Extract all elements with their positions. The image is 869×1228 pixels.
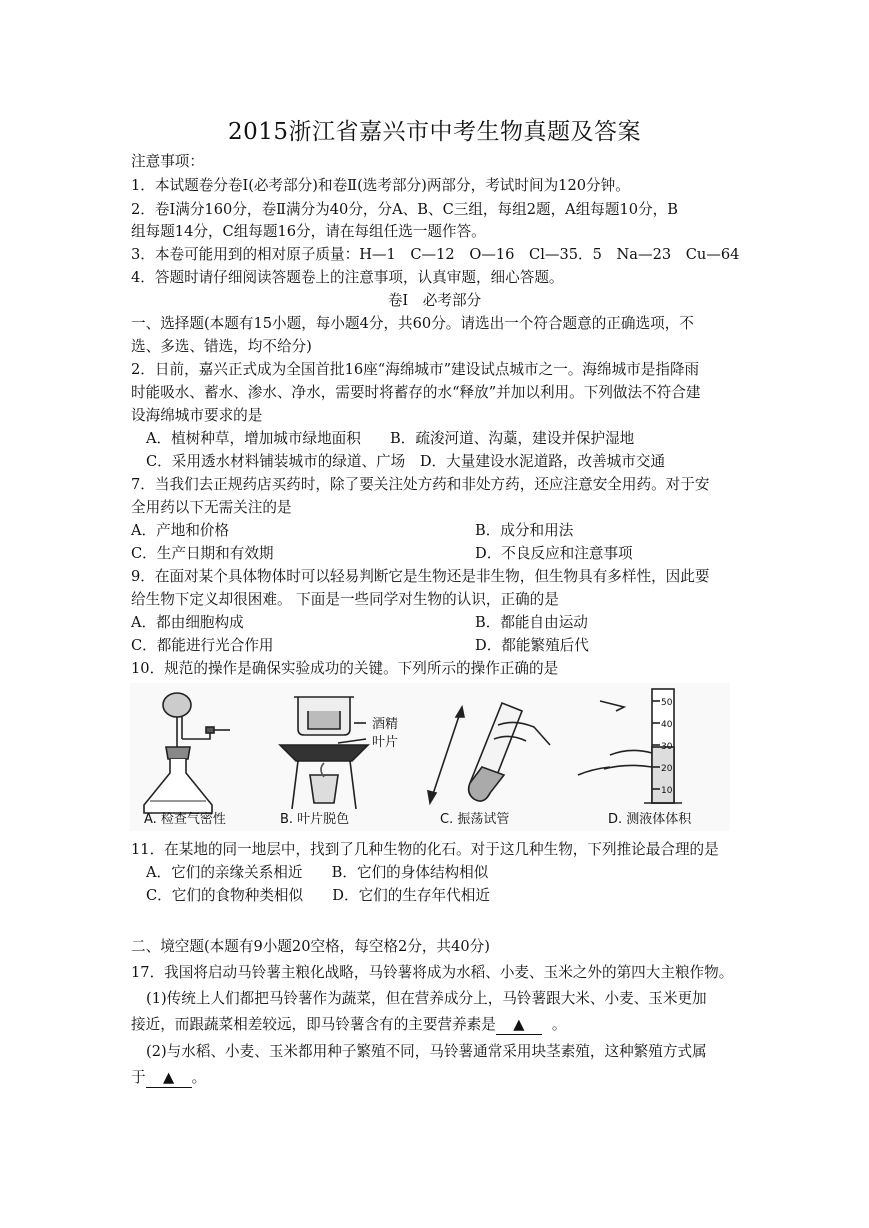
q9-option-c: C．都能进行光合作用	[131, 637, 274, 654]
answer-blank[interactable]: ▲	[146, 1069, 192, 1088]
q10-stem: 10．规范的操作是确保实验成功的关键。下列所示的操作正确的是	[131, 660, 559, 677]
q11-stem: 11．在某地的同一地层中，找到了几种生物的化石。对于这几种生物，下列推论最合理的是	[131, 841, 719, 858]
q2-stem: 设海绵城市要求的是	[131, 407, 263, 424]
q2-stem: 2．日前，嘉兴正式成为全国首批16座“海绵城市”建设试点城市之一。海绵城市是指降雨	[131, 361, 700, 378]
q11-options: C．它们的食物种类相似 D．它们的生存年代相近	[146, 887, 490, 904]
q17-part1: (1)传统上人们都把马铃薯作为蔬菜，但在营养成分上，马铃薯跟大米、小麦、玉米更加	[146, 990, 707, 1007]
notice-item: 组每题14分，C组每题16分，请在每组任选一题作答。	[131, 223, 486, 240]
figure-b-caption: B. 叶片脱色	[280, 812, 350, 827]
q17-stem: 17．我国将启动马铃薯主粮化战略，马铃薯将成为水稻、小麦、玉米之外的第四大主粮作物。	[131, 964, 734, 981]
section2-heading: 二、境空题(本题有9小题20空格，每空格2分，共40分)	[131, 938, 490, 955]
cylinder-scale-label: 50	[661, 698, 673, 708]
figure-a-caption: A. 检查气密性	[144, 812, 226, 827]
q9-stem: 给生物下定义却很困难。 下面是一些同学对生物的认识，正确的是	[131, 591, 559, 608]
q7-option-c: C．生产日期和有效期	[131, 545, 274, 562]
cylinder-scale-label: 30	[661, 742, 673, 752]
answer-blank[interactable]: ▲	[496, 1016, 542, 1035]
q9-stem: 9．在面对某个具体物体时可以轻易判断它是生物还是非生物，但生物具有多样性，因此要	[131, 568, 710, 585]
figure-d-caption: D. 测液体体积	[608, 812, 692, 827]
q9-option-b: B．都能自由运动	[475, 614, 588, 631]
section1-heading: 一、选择题(本题有15小题，每小题4分，共60分。请选出一个符合题意的正确选项，不	[131, 315, 694, 332]
notice-item: 4．答题时请仔细阅读答题卷上的注意事项，认真审题，细心答题。	[131, 269, 564, 286]
notice-item: 2．卷Ⅰ满分160分，卷Ⅱ满分为40分，分A、B、C三组，每组2题，A组每题10分，B	[131, 201, 678, 218]
punctuation: 。	[551, 1016, 567, 1033]
q7-option-a: A．产地和价格	[131, 522, 230, 539]
punctuation: 。	[191, 1069, 207, 1086]
q9-option-d: D．都能繁殖后代	[475, 637, 589, 654]
leaf-label: 叶片	[372, 735, 399, 750]
page-title: 2015浙江省嘉兴市中考生物真题及答案	[227, 119, 642, 145]
notice-heading: 注意事项：	[131, 153, 204, 170]
figure-c-caption: C. 振荡试管	[440, 812, 510, 827]
q17-part2: (2)与水稻、小麦、玉米都用种子繁殖不同，马铃薯通常采用块茎素殖，这种繁殖方式属	[146, 1043, 707, 1060]
q9-option-a: A．都由细胞构成	[131, 614, 244, 631]
q7-stem: 全用药以下无需关注的是	[131, 499, 292, 516]
cylinder-scale-label: 20	[661, 764, 673, 774]
section1-heading-cont: 选、多选、错选，均不给分)	[131, 338, 312, 355]
notice-item: 1．本试题卷分卷Ⅰ(必考部分)和卷Ⅱ(选考部分)两部分，考试时间为120分钟。	[131, 177, 630, 194]
part1-heading: 卷Ⅰ 必考部分	[387, 292, 482, 309]
q17-part2-text: 于	[131, 1069, 146, 1086]
q11-options: A．它们的亲缘关系相近 B．它们的身体结构相似	[146, 864, 489, 881]
q7-option-d: D．不良反应和注意事项	[475, 545, 633, 562]
cylinder-scale-label: 10	[661, 786, 673, 796]
notice-item: 3．本卷可能用到的相对原子质量：H—1 C—12 O—16 Cl—35．5 Na—23 Cu—64	[131, 246, 740, 263]
q17-part2-line2	[131, 1068, 206, 1088]
q10-figure-strip	[130, 683, 730, 831]
q2-options: C．采用透水材料铺装城市的绿道、广场 D．大量建设水泥道路，改善城市交通	[146, 453, 666, 470]
q7-stem: 7．当我们去正规药店买药时，除了要关注处方药和非处方药，还应注意安全用药。对于安	[131, 476, 710, 493]
alcohol-label: 酒精	[372, 717, 399, 732]
q7-option-b: B．成分和用法	[475, 522, 574, 539]
q2-stem: 时能吸水、蓄水、渗水、净水，需要时将蓄存的水“释放”并加以利用。下列做法不符合建	[131, 384, 701, 401]
q2-options: A．植树种草，增加城市绿地面积 B．疏浚河道、沟藁，建设并保护湿地	[146, 430, 635, 447]
q17-part1-line2	[131, 1015, 566, 1035]
q17-part1-text: 接近，而跟蔬菜相差较远，即马铃薯含有的主要营养素是	[131, 1016, 496, 1033]
cylinder-scale-label: 40	[661, 720, 673, 730]
